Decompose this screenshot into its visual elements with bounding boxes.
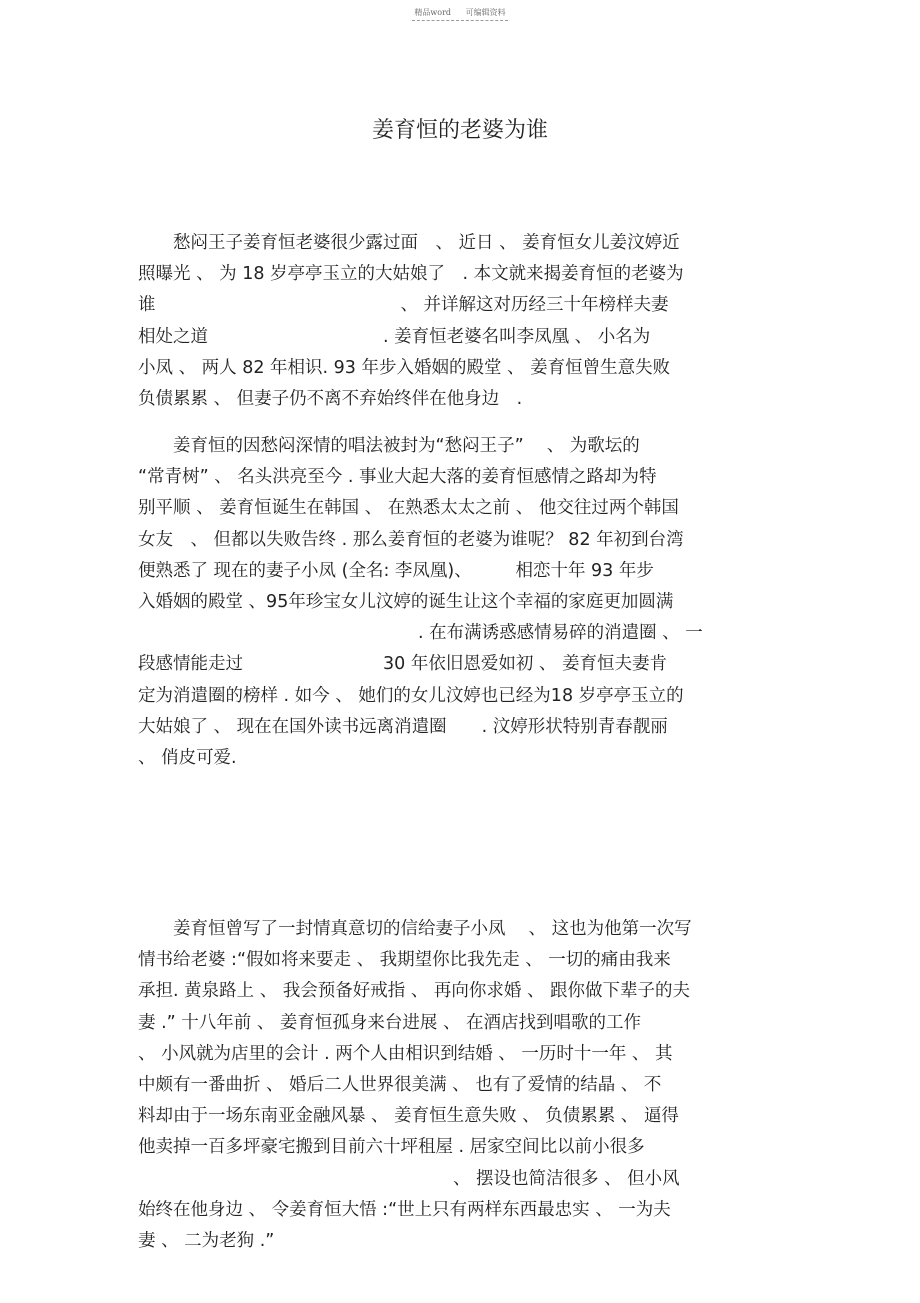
text-line: 、 小风就为店里的会计 . 两个人由相识到结婚 、 一历时十一年 、 其	[138, 1043, 673, 1064]
text-line: 、 俏皮可爱.	[138, 748, 237, 769]
text-line: 别平顺 、 姜育恒诞生在韩国 、 在熟悉太太之前 、 他交往过两个韩国	[138, 498, 679, 519]
text-line: 负债累累 、 但妻子仍不离不弃始终伴在他身边 .	[138, 389, 523, 410]
text-line: 妻 、 二为老狗 .”	[138, 1231, 275, 1252]
text-line: 、 摆设也简洁很多 、 但小风	[138, 1168, 680, 1189]
text-line: 女友 、 但都以失败告终 . 那么姜育恒的老婆为谁呢？ 82 年初到台湾	[138, 529, 684, 550]
text-line: 料却由于一场东南亚金融风暴 、 姜育恒生意失败 、 负债累累 、 逼得	[138, 1106, 679, 1127]
text-line: 便熟悉了 现在的妻子小凤 (全名: 李凤凰)、 相恋十年 93 年步	[138, 560, 654, 581]
paragraph-2	[138, 431, 778, 774]
text-line: 定为消遣圈的榜样 . 如今 、 她们的女儿汶婷也已经为18 岁亭亭玉立的	[138, 685, 684, 706]
text-line: 愁闷王子姜育恒老婆很少露过面 、 近日 、 姜育恒女儿姜汶婷近	[173, 233, 680, 253]
paragraph-3	[138, 914, 778, 1257]
paragraph-1	[138, 228, 778, 415]
text-line: 段感情能走过 30 年依旧恩爱如初 、 姜育恒夫妻肯	[138, 654, 667, 675]
text-line: 大姑娘了 、 现在在国外读书远离消遣圈 . 汶婷形状特别青春靓丽	[138, 716, 668, 737]
text-line: 承担. 黄泉路上 、 我会预备好戒指 、 再向你求婚 、 跟你做下辈子的夫	[138, 981, 690, 1002]
text-line: 谁 、 并详解这对历经三十年榜样夫妻	[138, 295, 669, 316]
page-header	[0, 7, 920, 18]
text-line: 入婚姻的殿堂 、95年珍宝女儿汶婷的诞生让这个幸福的家庭更加圆满	[138, 592, 674, 613]
header-divider	[412, 20, 508, 21]
text-line: 情书给老婆 :“假如将来要走 、 我期望你比我先走 、 一切的痛由我来	[138, 950, 671, 971]
text-line: 中颇有一番曲折 、 婚后二人世界很美满 、 也有了爱情的结晶 、 不	[138, 1075, 662, 1096]
text-line: “常青树” 、 名头洪亮至今 . 事业大起大落的姜育恒感情之路却为特	[138, 467, 657, 488]
text-line: 妻 .” 十八年前 、 姜育恒孤身来台进展 、 在酒店找到唱歌的工作	[138, 1012, 642, 1033]
text-line: . 在布满诱惑感情易碎的消遣圈 、 一	[138, 623, 703, 644]
text-line: 始终在他身边 、 令姜育恒大悟 :“世上只有两样东西最忠实 、 一为夫	[138, 1199, 671, 1220]
header-right-text: 可编辑资料	[465, 8, 506, 17]
text-line: 照曝光 、 为 18 岁亭亭玉立的大姑娘了 . 本文就来揭姜育恒的老婆为	[138, 264, 684, 285]
header-left-text: 精品word	[414, 8, 452, 17]
document-title: 姜育恒的老婆为谁	[371, 118, 548, 143]
text-line: 姜育恒的因愁闷深情的唱法被封为“愁闷王子” 、 为歌坛的	[173, 436, 640, 456]
text-line: 小凤 、 两人 82 年相识. 93 年步入婚姻的殿堂 、 姜育恒曾生意失败	[138, 357, 671, 378]
text-line: 他卖掉一百多坪豪宅搬到目前六十坪租屋 . 居家空间比以前小很多	[138, 1137, 645, 1158]
text-line: 姜育恒曾写了一封情真意切的信给妻子小凤 、 这也为他第一次写	[173, 919, 692, 939]
text-line: 相处之道 . 姜育恒老婆名叫李凤凰 、 小名为	[138, 326, 651, 347]
